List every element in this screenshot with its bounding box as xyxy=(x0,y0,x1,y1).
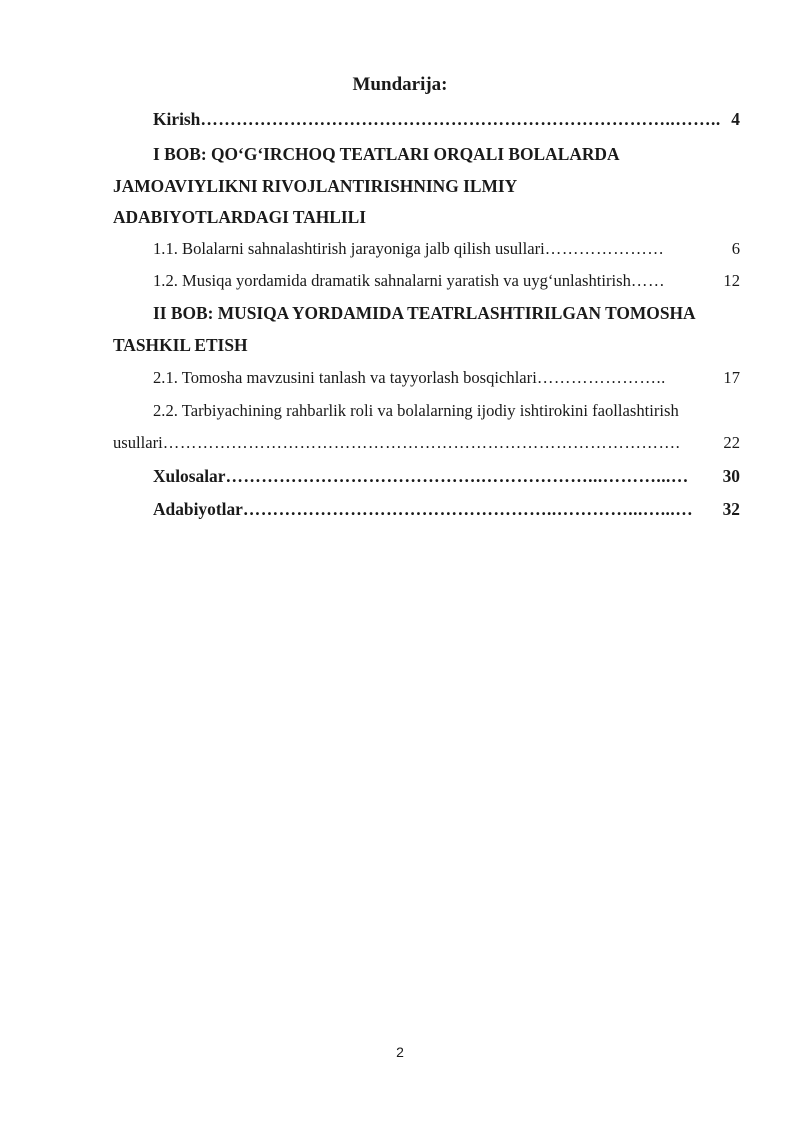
toc-entry-2-2-line-1: 2.2. Tarbiyachining rahbarlik roli va bolalarning ijodiy ishtirokini faollashtirish xyxy=(153,401,679,420)
chapter-2-heading-line-1: II BOB: MUSIQA YORDAMIDA TEATRLASHTIRILGAN TOMOSHA xyxy=(153,303,696,323)
toc-entry-page: 32 xyxy=(722,499,740,519)
toc-leader-dots: ……………………………………………………………………..…….. xyxy=(200,109,721,129)
toc-entry-kirish xyxy=(153,109,740,129)
toc-entry-1-2 xyxy=(153,271,740,291)
toc-leader-dots: ………………….. xyxy=(536,368,666,387)
toc-entry-page: 12 xyxy=(723,271,740,290)
toc-entry-label: 1.2. Musiqa yordamida dramatik sahnalarni yaratish va uyg‘unlashtirish xyxy=(153,271,631,290)
toc-title: Mundarija: xyxy=(352,74,448,95)
toc-entry-page: 4 xyxy=(731,109,740,129)
toc-entry-adabiyotlar xyxy=(153,499,740,519)
toc-entry-page: 30 xyxy=(722,466,740,486)
toc-entry-page: 6 xyxy=(731,239,740,258)
toc-entry-page: 17 xyxy=(723,368,740,387)
toc-leader-dots: …………………………………….………………...………...… xyxy=(225,466,689,486)
chapter-2-heading-line-2: TASHKIL ETISH xyxy=(113,335,248,355)
chapter-1-heading-line-2: JAMOAVIYLIKNI RIVOJLANTIRISHNING ILMIY xyxy=(113,176,518,196)
toc-entry-xulosalar xyxy=(153,466,740,486)
toc-leader-dots: ……………………………………………..…………...…...… xyxy=(242,499,694,519)
toc-leader-dots: ………………… xyxy=(544,239,665,258)
toc-entry-label: usullari xyxy=(113,433,163,452)
toc-entry-label: Kirish xyxy=(153,109,201,129)
toc-entry-1-1 xyxy=(153,239,740,259)
toc-leader-dots: ………………………………………………………………………………. xyxy=(162,433,681,452)
toc-entry-page: 22 xyxy=(723,433,740,452)
toc-leader-dots: …… xyxy=(630,271,666,290)
toc-entry-label: 1.1. Bolalarni sahnalashtirish jarayoniga jalb qilish usullari xyxy=(153,239,545,258)
chapter-1-heading-line-3: ADABIYOTLARDAGI TAHLILI xyxy=(113,207,367,227)
toc-entry-2-2-line-2 xyxy=(113,433,740,453)
page-number: 2 xyxy=(396,1044,404,1060)
chapter-1-heading-line-1: I BOB: QO‘G‘IRCHOQ TEATLARI ORQALI BOLALARDA xyxy=(153,144,620,164)
toc-entry-label: Adabiyotlar xyxy=(153,499,243,519)
toc-entry-label: Xulosalar xyxy=(153,466,226,486)
toc-entry-2-1 xyxy=(153,368,740,388)
toc-entry-label: 2.1. Tomosha mavzusini tanlash va tayyorlash bosqichlari xyxy=(153,368,537,387)
